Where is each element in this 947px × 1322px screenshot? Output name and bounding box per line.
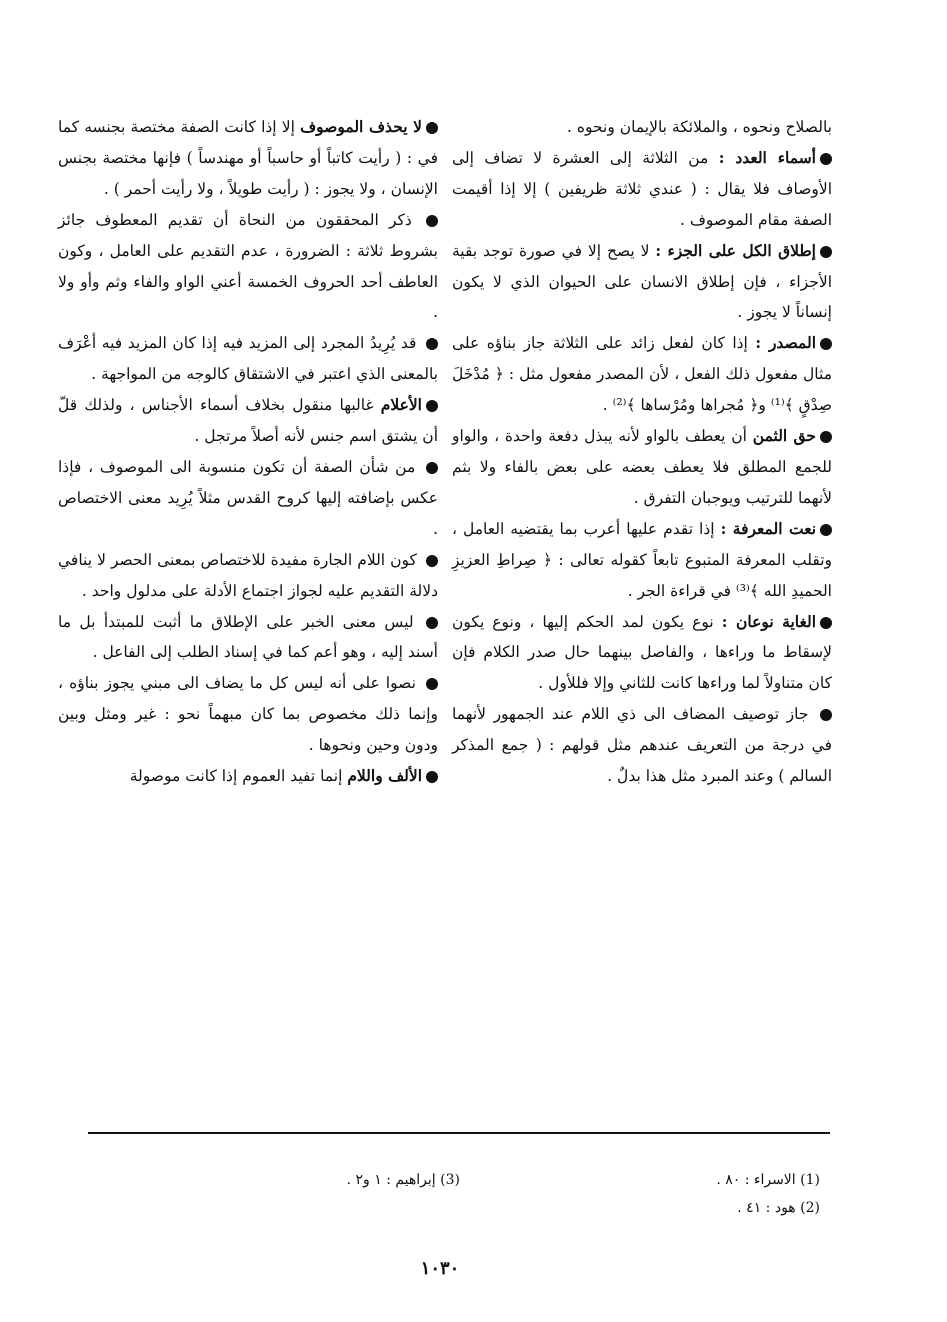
paragraph: الغاية نوعان : نوع يكون لمد الحكم إليها ، ونوع يكون لإسقاط ما وراءها ، والفاصل بينهما حال صدر الكلام فإن كان متناولاً لما وراءها كانت للثاني وإلا فللأول . [452,611,832,693]
paragraph: جاز توصيف المضاف الى ذي اللام عند الجمهور لأنهما في درجة من التعريف عندهم مثل قولهم : ( جمع المذكر السالم ) وعند المبرد مثل هذا بدلٌ . [452,705,832,786]
bullet-icon [426,462,438,474]
paragraph: نصوا على أنه ليس كل ما يضاف الى مبني يجوز بناؤه ، وإنما ذلك مخصوص بما كان مبهماً نحو : غير ومثل وبين ودون وحين ونحوها . [58,674,438,755]
paragraph: أسماء العدد : من الثلاثة إلى العشرة لا تضاف إلى الأوصاف فلا يقال : ( عندي ثلاثة ظريفين ) إلا إذا أقيمت الصفة مقام الموصوف . [452,147,832,229]
paragraph: الأعلام غالبها منقول بخلاف أسماء الأجناس ، ولذلك قلّ أن يشتق اسم جنس لأنه أصلاً مرتجل . [58,395,438,446]
term: الغاية نوعان : [721,611,817,631]
paragraph: المصدر : إذا كان لفعل زائد على الثلاثة جاز بناؤه على مثال مفعول ذلك الفعل ، لأن المصدر مفعول مثل : ﴿ مُدْخَلَ صِدْقٍ ﴾⁽¹⁾ و﴿ مُجراها ومُرْساها ﴾⁽²⁾ . [452,333,832,415]
footnote: (2) هود : ٤١ . [737,1200,820,1216]
footnotes-right [520,1166,820,1222]
term: المصدر : [755,333,816,353]
term: إطلاق الكل على الجزء : [655,240,816,260]
paragraph: بالصلاح ونحوه ، والملائكة بالإيمان ونحوه . [567,118,832,136]
term: الألف واللام [347,766,422,786]
right-column [452,112,832,792]
bullet-icon [426,122,438,134]
bullet-icon [820,338,832,350]
paragraph: كون اللام الجارة مفيدة للاختصاص بمعنى الحصر لا ينافي دلالة التقديم عليه لجواز اجتماع الأدلة على مدلول واحد . [58,550,438,600]
bullet-icon [820,246,832,258]
page-number: ١٠٣٠ [420,1258,460,1279]
term: أسماء العدد : [718,147,816,167]
bullet-icon [426,771,438,783]
bullet-icon [820,153,832,165]
paragraph: نعت المعرفة : إذا تقدم عليها أعرب بما يقتضيه العامل ، وتقلب المعرفة المتبوع تابعاً كقوله تعالى : ﴿ صِراطِ العزيزِ الحميدِ الله ﴾⁽³⁾ في قراءة الجر . [452,518,832,600]
paragraph: ذكر المحققون من النحاة أن تقديم المعطوف جائز بشروط ثلاثة : الضرورة ، عدم التقديم على العامل ، وكون العاطف أحد الحروف الخمسة أعني الواو والفاء وثم وأو ولا . [58,210,438,322]
paragraph: إطلاق الكل على الجزء : لا يصح إلا في صورة توجد بقية الأجزاء ، فإن إطلاق الانسان على الحيوان الذي لا يكون إنساناً لا يجوز . [452,240,832,322]
bullet-icon [820,524,832,536]
term: حق الثمن [752,426,816,446]
paragraph: من شأن الصفة أن تكون منسوبة الى الموصوف ، فإذا عكس بإضافته إليها كروح القدس مثلاً يُرِيد معنى الاختصاص . [58,457,438,538]
bullet-icon [426,678,438,690]
bullet-icon [820,617,832,629]
footnotes-left [260,1166,460,1194]
footnote: (1) الاسراء : ٨٠ . [716,1172,820,1188]
term: لا يحذف الموصوف [300,117,422,136]
footnote-divider [88,1132,830,1134]
bullet-icon [426,215,438,227]
paragraph: الألف واللام إنما تفيد العموم إذا كانت موصولة [58,761,438,792]
left-column [58,112,438,792]
paragraph: لا يحذف الموصوف إلا إذا كانت الصفة مختصة بجنسه كما في : ( رأيت كاتباً أو حاسباً أو مهندساً ) فإنها مختصة بجنس الإنسان ، ولا يجوز : ( رأيت طويلاً ، ولا رأيت أحمر ) . [58,117,438,198]
bullet-icon [820,431,832,443]
term: نعت المعرفة : [720,518,817,538]
term: الأعلام [380,395,422,415]
bullet-icon [426,338,438,350]
paragraph: حق الثمن أن يعطف بالواو لأنه يبذل دفعة واحدة ، والواو للجمع المطلق فلا يعطف بعضه على بعض بالفاء ولا بثم لأنهما للترتيب ويوجبان التفرق . [452,426,832,507]
paragraph: قد يُرِيدُ المجرد إلى المزيد فيه إذا كان المزيد فيه أعْرَف بالمعنى الذي اعتبر في الاشتقاق كالوجه من المواجهة . [58,334,438,384]
bullet-icon [426,555,438,567]
paragraph: ليس معنى الخبر على الإطلاق ما أثبت للمبتدأ بل ما أسند إليه ، وهو أعم كما في إسناد الطلب إلى الفاعل . [58,612,438,662]
bullet-icon [426,400,438,412]
bullet-icon [820,709,832,721]
bullet-icon [426,617,438,629]
footnote: (3) إبراهيم : ١ و٢ . [346,1172,460,1188]
